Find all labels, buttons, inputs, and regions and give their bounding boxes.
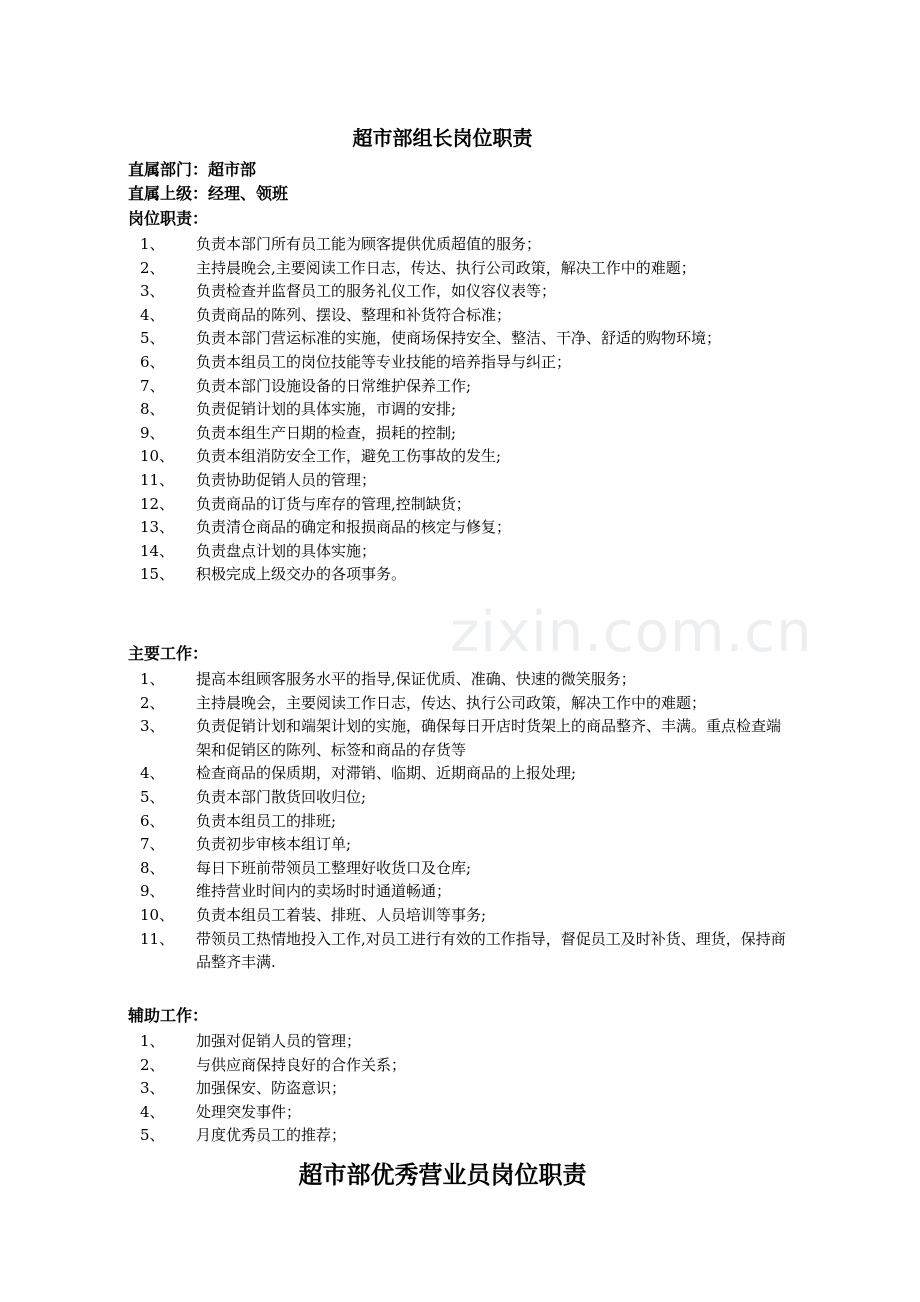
list-item [128, 904, 788, 928]
department-line [128, 158, 256, 182]
aux-work-list [128, 1030, 788, 1148]
superior-label: 直属上级： [128, 184, 209, 203]
list-item [128, 880, 788, 904]
item-text: 负责协助促销人员的管理； [196, 470, 377, 489]
item-number: 5、 [140, 787, 165, 806]
item-number: 12、 [140, 494, 175, 513]
list-item [128, 1124, 788, 1148]
item-number: 11、 [140, 929, 175, 948]
item-text: 负责促销计划的具体实施，市调的安排; [196, 400, 457, 419]
item-text: 带领员工热情地投入工作,对员工进行有效的工作指导，督促员工及时补货、理货，保持商品整齐丰满. [196, 929, 786, 972]
document-title: 超市部组长岗位职责 [352, 126, 533, 150]
aux-work-heading: 辅助工作： [128, 1006, 209, 1025]
list-item [128, 257, 788, 281]
list-item [128, 280, 788, 304]
item-text: 负责本组员工着装、排班、人员培训等事务; [196, 905, 487, 924]
list-item [128, 516, 788, 540]
item-number: 15、 [140, 565, 175, 584]
item-number: 11、 [140, 470, 175, 489]
item-text: 加强保安、防盗意识； [196, 1079, 347, 1098]
item-number: 7、 [140, 376, 165, 395]
item-text: 处理突发事件； [196, 1102, 302, 1121]
list-item [128, 1030, 788, 1054]
list-item [128, 857, 788, 881]
item-number: 3、 [140, 1079, 165, 1098]
item-text: 负责盘点计划的具体实施； [196, 541, 377, 560]
item-number: 8、 [140, 400, 165, 419]
list-item [128, 1101, 788, 1125]
list-item [128, 493, 788, 517]
list-item [128, 928, 788, 975]
list-item [128, 1077, 788, 1101]
item-number: 2、 [140, 258, 165, 277]
item-text: 负责本组消防安全工作，避免工伤事故的发生; [196, 447, 502, 466]
item-number: 4、 [140, 1102, 165, 1121]
item-text: 负责本组员工的岗位技能等专业技能的培养指导与纠正； [196, 352, 572, 371]
list-item [128, 469, 788, 493]
item-number: 3、 [140, 717, 165, 736]
item-text: 负责商品的订货与库存的管理,控制缺货； [196, 494, 471, 513]
item-number: 2、 [140, 693, 165, 712]
item-text: 负责促销计划和端架计划的实施，确保每日开店时货架上的商品整齐、丰满。重点检查端架和促销区的陈列、标签和商品的存货等 [196, 717, 782, 759]
department-label: 直属部门： [128, 160, 209, 179]
list-item [128, 422, 788, 446]
item-text: 与供应商保持良好的合作关系； [196, 1055, 407, 1074]
department-value: 超市部 [208, 160, 257, 179]
item-number: 10、 [140, 905, 175, 924]
item-text: 负责本组员工的排班; [196, 811, 337, 830]
item-number: 8、 [140, 858, 165, 877]
item-text: 主持晨晚会,主要阅读工作日志，传达、执行公司政策，解决工作中的难题； [196, 258, 696, 277]
item-number: 3、 [140, 282, 165, 301]
superior-line [128, 182, 288, 206]
list-item [128, 327, 788, 351]
item-text: 负责本组生产日期的检查，损耗的控制; [196, 423, 457, 442]
duties-list [128, 233, 788, 587]
item-text: 负责本部门散货回收归位; [196, 787, 367, 806]
item-text: 负责本部门所有员工能为顾客提供优质超值的服务； [196, 235, 542, 253]
list-item [128, 563, 788, 587]
item-number: 5、 [140, 1126, 165, 1145]
item-number: 5、 [140, 329, 165, 348]
list-item [128, 810, 788, 834]
duties-heading: 岗位职责： [128, 209, 209, 228]
list-item [128, 692, 788, 716]
item-text: 负责初步审核本组订单; [196, 835, 352, 854]
list-item [128, 715, 788, 762]
list-item [128, 304, 788, 328]
list-item [128, 351, 788, 375]
item-number: 4、 [140, 764, 165, 783]
list-item [128, 398, 788, 422]
item-number: 9、 [140, 423, 165, 442]
item-number: 10、 [140, 447, 175, 466]
item-text: 负责清仓商品的确定和报损商品的核定与修复； [196, 518, 512, 537]
item-number: 1、 [140, 670, 165, 688]
list-item [128, 668, 788, 692]
item-text: 每日下班前带领员工整理好收货口及仓库; [196, 858, 472, 877]
item-text: 主持晨晚会，主要阅读工作日志，传达、执行公司政策，解决工作中的难题； [196, 693, 707, 712]
item-text: 加强对促销人员的管理； [196, 1032, 362, 1050]
item-text: 负责本部门营运标准的实施，使商场保持安全、整洁、干净、舒适的购物环境； [196, 329, 722, 348]
item-text: 负责检查并监督员工的服务礼仪工作，如仪容仪表等； [196, 282, 557, 301]
list-item [128, 786, 788, 810]
main-work-heading: 主要工作： [128, 644, 209, 663]
item-number: 14、 [140, 541, 175, 560]
list-item [128, 233, 788, 257]
item-text: 检查商品的保质期，对滞销、临期、近期商品的上报处理; [196, 764, 577, 783]
watermark: zixin.com.cn [450, 600, 813, 665]
item-text: 积极完成上级交办的各项事务。 [196, 565, 407, 584]
item-number: 1、 [140, 235, 165, 253]
item-number: 6、 [140, 352, 165, 371]
item-number: 9、 [140, 882, 165, 901]
item-number: 13、 [140, 518, 175, 537]
item-text: 负责本部门设施设备的日常维护保养工作; [196, 376, 472, 395]
list-item [128, 833, 788, 857]
item-text: 提高本组顾客服务水平的指导,保证优质、准确、快速的微笑服务； [196, 670, 636, 688]
item-text: 月度优秀员工的推荐； [196, 1126, 347, 1145]
item-text: 维持营业时间内的卖场时时通道畅通； [196, 882, 452, 901]
list-item [128, 1054, 788, 1078]
item-number: 4、 [140, 305, 165, 324]
item-number: 1、 [140, 1032, 165, 1050]
list-item [128, 445, 788, 469]
second-document-title: 超市部优秀营业员岗位职责 [298, 1161, 587, 1189]
item-number: 7、 [140, 835, 165, 854]
item-text: 负责商品的陈列、摆设、整理和补货符合标准； [196, 305, 512, 324]
main-work-list [128, 668, 788, 975]
superior-value: 经理、领班 [208, 184, 289, 203]
list-item [128, 375, 788, 399]
item-number: 6、 [140, 811, 165, 830]
list-item [128, 762, 788, 786]
list-item [128, 540, 788, 564]
item-number: 2、 [140, 1055, 165, 1074]
